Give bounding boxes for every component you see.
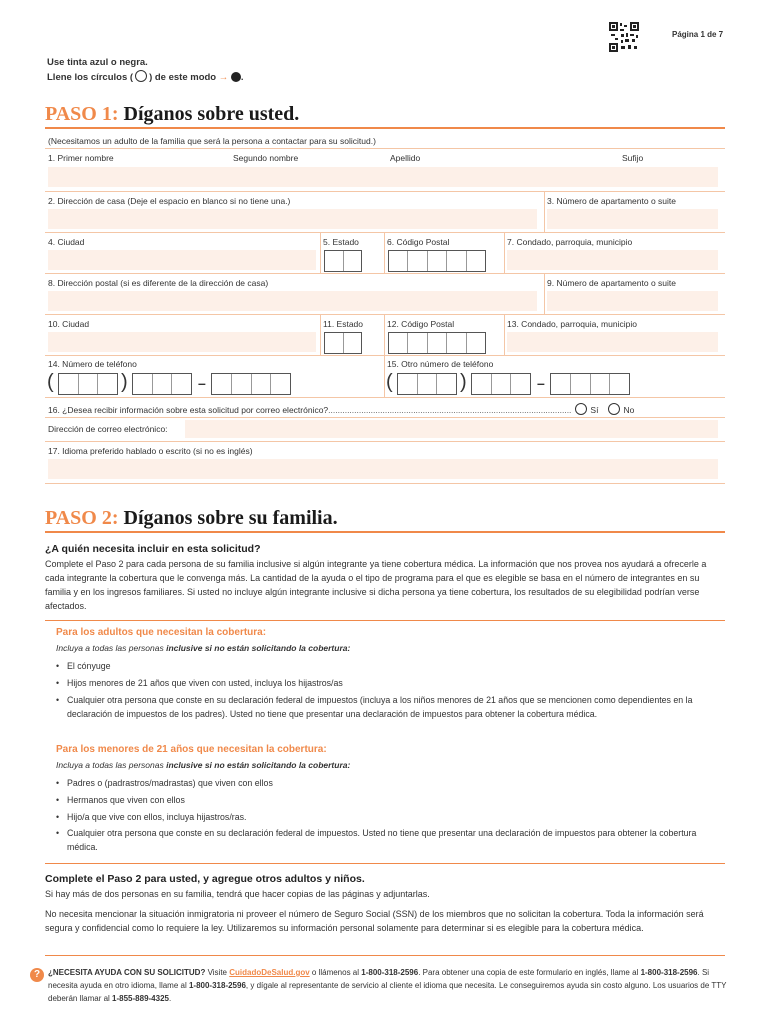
q1-label: 1. Primer nombre <box>48 153 114 163</box>
paren-close: ) <box>460 371 467 393</box>
divider <box>320 232 321 273</box>
help-t3: . Para obtener una copia de este formulario en inglés, llame al <box>418 968 641 977</box>
row-name <box>45 149 725 192</box>
paren-open: ( <box>386 371 393 393</box>
adults-item: • El cónyuge <box>56 659 716 673</box>
help-t5: , y dígale al representante de servicio al cliente el idioma que necesita. Le conseguiremos ayuda sin costo alguno. Los usuarios de TTY deberán llamar al <box>48 981 727 1003</box>
email-input[interactable] <box>185 420 718 438</box>
language-input[interactable] <box>48 459 718 479</box>
step2-title: Díganos sobre su familia. <box>123 507 338 529</box>
mailing-address-input[interactable] <box>48 291 537 311</box>
divider <box>544 191 545 232</box>
city-input[interactable] <box>48 250 316 270</box>
qr-code <box>609 22 639 52</box>
complete-heading: Complete el Paso 2 para usted, y agregue otros adultos y niños. <box>45 873 365 885</box>
minors-include <box>56 760 350 770</box>
minors-item-text: Padres o (padrastros/madrastas) que viven con ellos <box>67 778 273 788</box>
paren-close: ) <box>121 371 128 393</box>
step1-title: Díganos sobre usted. <box>123 103 300 125</box>
step1-heading <box>45 103 299 126</box>
divider <box>320 314 321 355</box>
mailing-state-input[interactable] <box>324 332 362 354</box>
minors-item-text: Cualquier otra persona que conste en su declaración federal de impuestos. Usted no tiene que presentar una declaración de impuestos para obtener la cobertura médica. <box>67 828 697 852</box>
include-bold: inclusive si no están solicitando la cobertura: <box>166 643 351 653</box>
minors-title: Para los menores de 21 años que necesitan la cobertura: <box>56 744 327 755</box>
row-city <box>45 232 725 274</box>
minors-item: • Cualquier otra persona que conste en su declaración federal de impuestos. Usted no tiene que presentar una declaración de impuestos para obtener la cobertura médica. <box>56 826 716 854</box>
include-pre: Incluya a todas las personas <box>56 760 167 770</box>
minors-item: • Padres o (padrastros/madrastas) que viven con ellos <box>56 776 716 790</box>
row-address <box>45 191 725 233</box>
row-phones <box>45 355 725 398</box>
adults-item: • Cualquier otra persona que conste en su declaración federal de impuestos (incluya a los niños menores de 21 años que se mencionen como dependientes en la declaración de impuestos de los padres). Usted no tiene que presentar una declaración de impuestos para obtener la cobertura médica. <box>56 693 716 721</box>
home-address-input[interactable] <box>48 209 537 229</box>
help-phone: 1-800-318-2596 <box>640 968 698 977</box>
help-text <box>33 966 728 1005</box>
ink-instructions <box>47 56 244 85</box>
radio-yes[interactable] <box>575 403 587 415</box>
name-input[interactable] <box>48 167 718 187</box>
q4-label: 4. Ciudad <box>48 237 85 247</box>
include-pre: Incluya a todas las personas <box>56 643 167 653</box>
q17-label: 17. Idioma preferido hablado o escrito (si no es inglés) <box>48 446 253 456</box>
q6-label: 6. Código Postal <box>387 237 450 247</box>
divider <box>504 314 505 355</box>
step2-heading <box>45 507 338 530</box>
state-input[interactable] <box>324 250 362 272</box>
mailing-apt-input[interactable] <box>547 291 718 311</box>
q14-label: 14. Número de teléfono <box>48 359 137 369</box>
minors-item-text: Hermanos que viven con ellos <box>67 795 185 805</box>
dash: – <box>198 375 206 391</box>
divider <box>384 314 385 355</box>
adults-title: Para los adultos que necesitan la cobertura: <box>56 627 267 638</box>
county-input[interactable] <box>507 250 718 270</box>
filled-circle-icon <box>231 72 241 82</box>
ink-line2-mid: ) de este modo <box>149 72 217 83</box>
q1-suffix-label: Sufijo <box>622 153 644 163</box>
include-bold: inclusive si no están solicitando la cobertura: <box>166 760 351 770</box>
row-email <box>45 417 725 442</box>
q12-label: 12. Código Postal <box>387 319 455 329</box>
ink-line1: Use tinta azul o negra. <box>47 57 148 68</box>
help-t4: . Si necesita ayuda en otro idioma, llame al <box>48 968 710 990</box>
divider <box>544 273 545 314</box>
help-tty: 1-855-889-4325 <box>112 994 169 1003</box>
minors-item-text: Hijo/a que vive con ellos, incluya hijastros/ras. <box>67 812 247 822</box>
mailing-city-input[interactable] <box>48 332 316 352</box>
phone2-area-input[interactable] <box>397 373 457 395</box>
email-label: Dirección de correo electrónico: <box>48 424 168 434</box>
mailing-zip-input[interactable] <box>388 332 486 354</box>
empty-circle-icon <box>135 70 147 82</box>
complete-text: Si hay más de dos personas en su familia, tendrá que hacer copias de las páginas y adjuntarlas. <box>45 889 430 899</box>
q9-label: 9. Número de apartamento o suite <box>547 278 676 288</box>
row-language <box>45 441 725 484</box>
divider <box>504 232 505 273</box>
q5-label: 5. Estado <box>323 237 359 247</box>
q16-question <box>48 403 718 415</box>
divider <box>45 620 725 621</box>
minors-item: • Hermanos que viven con ellos <box>56 793 716 807</box>
phone-line-input[interactable] <box>211 373 291 395</box>
q11-label: 11. Estado <box>323 319 364 329</box>
row-mailing-city <box>45 314 725 356</box>
q7-label: 7. Condado, parroquia, municipio <box>507 237 633 247</box>
dash: – <box>537 375 545 391</box>
divider <box>45 955 725 956</box>
step2-question: ¿A quién necesita incluir en esta solicitud? <box>45 543 261 555</box>
help-link[interactable]: CuidadoDeSalud.gov <box>229 968 310 977</box>
step2-rule <box>45 531 725 533</box>
apt-input[interactable] <box>547 209 718 229</box>
divider <box>384 355 385 397</box>
q16-label: 16. ¿Desea recibir información sobre esta solicitud por correo electrónico? <box>48 405 329 415</box>
q1-middle-label: Segundo nombre <box>233 153 299 163</box>
help-t2: o llámenos al <box>309 968 362 977</box>
yes-label: Sí <box>590 405 599 415</box>
step1-prefix: PASO 1: <box>45 103 119 125</box>
help-question: ¿NECESITA AYUDA CON SU SOLICITUD? <box>48 968 206 977</box>
help-t6: . <box>168 994 172 1003</box>
step1-rule <box>45 127 725 129</box>
phone2-line-input[interactable] <box>550 373 630 395</box>
radio-no[interactable] <box>608 403 620 415</box>
phone-prefix-input[interactable] <box>132 373 192 395</box>
q2-label: 2. Dirección de casa (Deje el espacio en blanco si no tiene una.) <box>48 196 291 206</box>
immigration-text: No necesita mencionar la situación inmigratoria ni proveer el número de Seguro Social (SSN) de los miembros que no solicitan la cobertura. Toda la información será segura y confidencial como lo requiere la ley. Utilizaremos su información personal solamente para determinar si es elegible para la cobertura médica. <box>45 909 704 933</box>
phone2-prefix-input[interactable] <box>471 373 531 395</box>
help-phone: 1-800-318-2596 <box>361 968 419 977</box>
zip-input[interactable] <box>388 250 486 272</box>
q8-label: 8. Dirección postal (si es diferente de la dirección de casa) <box>48 278 269 288</box>
q15-label: 15. Otro número de teléfono <box>387 359 494 369</box>
q13-label: 13. Condado, parroquia, municipio <box>507 319 637 329</box>
help-t1: Visite <box>205 968 230 977</box>
adults-item-text: Hijos menores de 21 años que viven con usted, incluya los hijastros/as <box>67 678 343 688</box>
ink-line2-pre: Llene los círculos ( <box>47 72 134 83</box>
divider <box>384 232 385 273</box>
mailing-county-input[interactable] <box>507 332 718 352</box>
q16-dots: ....................................................................................................... <box>328 405 572 415</box>
arrow-icon: → <box>218 72 229 83</box>
step2-intro: Complete el Paso 2 para cada persona de su familia inclusive si algún integrante ya tiene cobertura médica. La información que nos provea nos ayudará a ofrecerle a cada integrante la cobertura que le convenga más. La cantidad de la ayuda o el tipo de programa para el que es elegible se basa en el número de integrantes en su familia y en los ingresos familiares. Si usted no incluye algún integrante inclusive si dicha persona ya tiene cobertura, los resultados de su elegibilidad podrían verse afectados. <box>45 559 707 611</box>
ink-line2: Llene los círculos ( ) de este modo → . <box>47 72 244 83</box>
no-label: No <box>623 405 635 415</box>
help-icon: ? <box>30 968 44 982</box>
minors-item: • Hijo/a que vive con ellos, incluya hijastros/ras. <box>56 810 716 824</box>
adults-item-text: El cónyuge <box>67 661 111 671</box>
step1-note: (Necesitamos un adulto de la familia que será la persona a contactar para su solicitud.) <box>45 133 725 149</box>
row-mailing <box>45 273 725 315</box>
page-number: Página 1 de 7 <box>672 30 724 39</box>
step2-prefix: PASO 2: <box>45 507 119 529</box>
adults-item: • Hijos menores de 21 años que viven con usted, incluya los hijastros/as <box>56 676 716 690</box>
q3-label: 3. Número de apartamento o suite <box>547 196 676 206</box>
q1-last-label: Apellido <box>390 153 421 163</box>
adults-item-text: Cualquier otra persona que conste en su declaración federal de impuestos (incluya a los niños menores de 21 años que se mencionen como dependientes en la declaración de impuestos de los padres). Usted no tiene que presentar una declaración de impuestos para obtener la cobertura médica. <box>67 695 693 719</box>
q10-label: 10. Ciudad <box>48 319 90 329</box>
help-phone: 1-800-318-2596 <box>188 981 246 990</box>
adults-include <box>56 643 350 653</box>
divider <box>45 863 725 864</box>
paren-open: ( <box>47 371 54 393</box>
phone-area-input[interactable] <box>58 373 118 395</box>
